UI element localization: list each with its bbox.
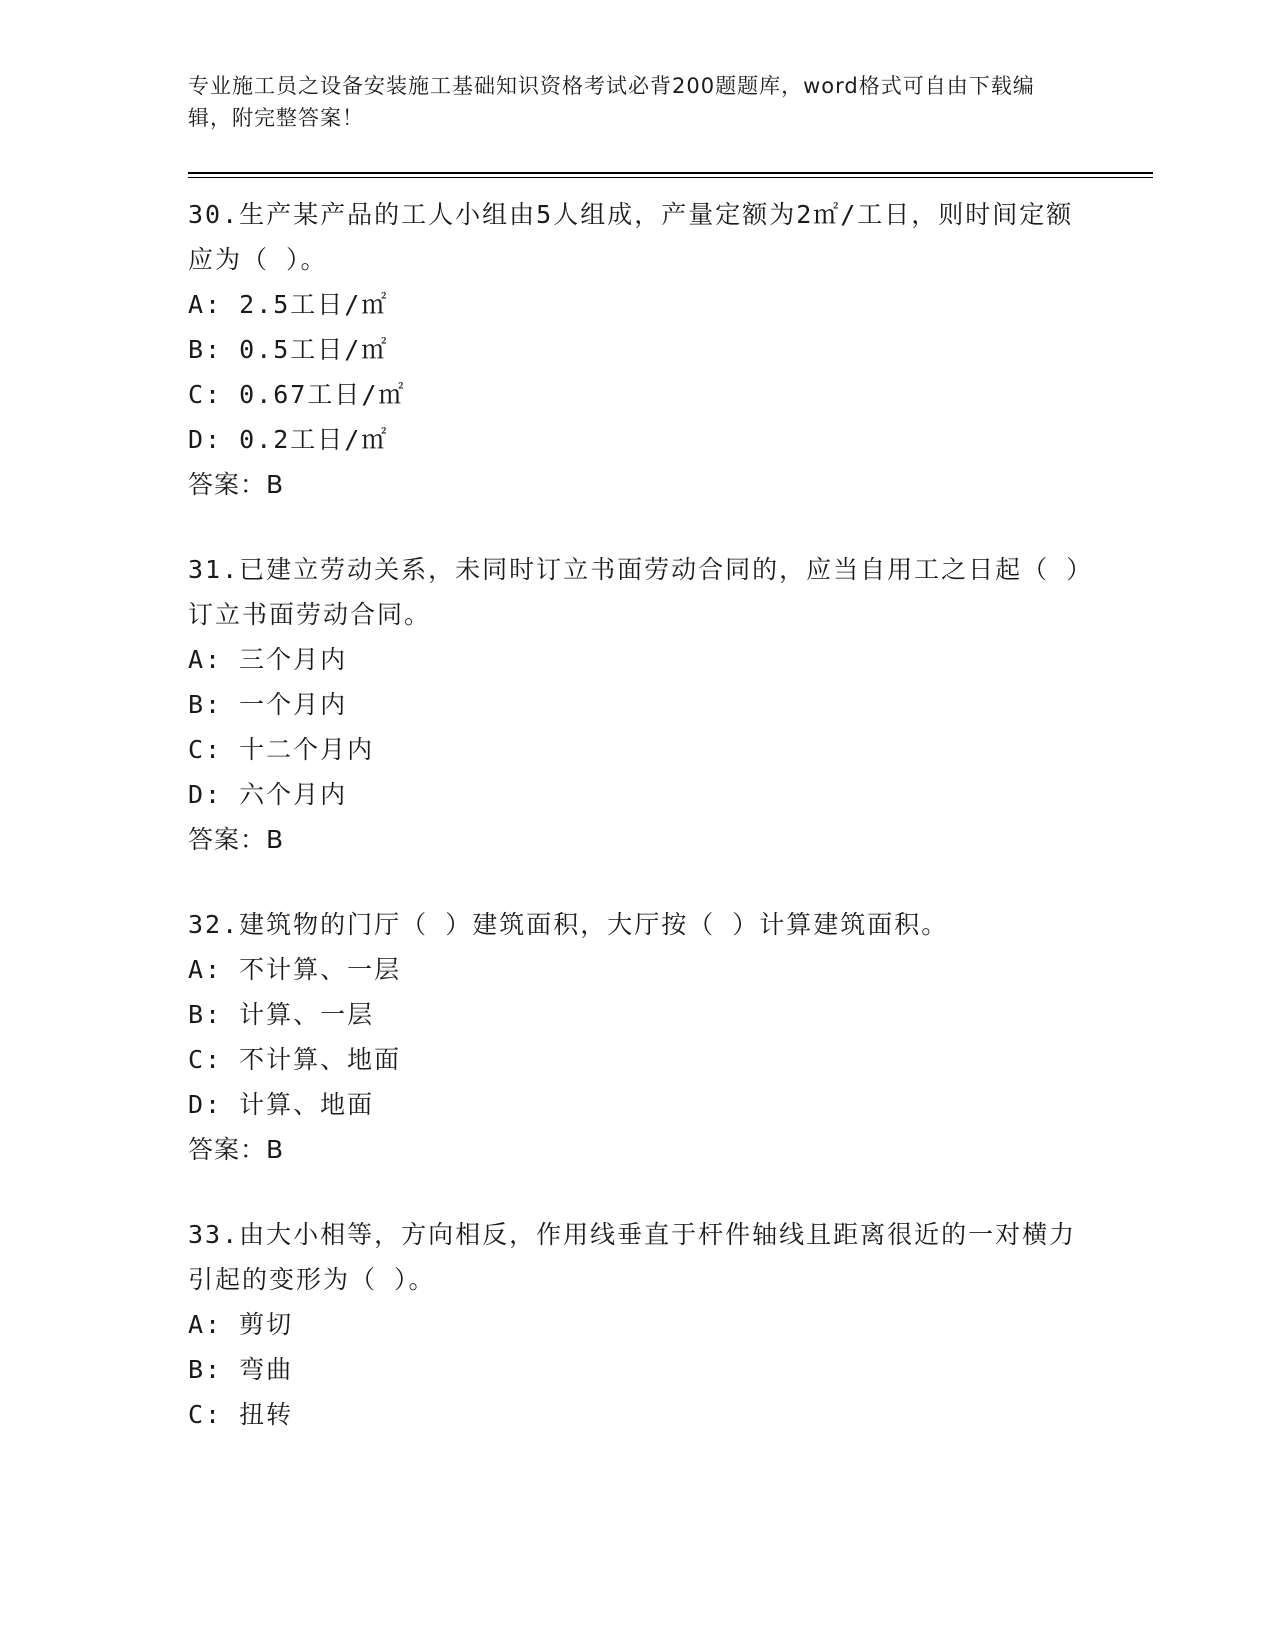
option-d: D: 0.2工日/㎡ [188,425,389,454]
option-c: C: 扭转 [188,1400,294,1429]
question-list [188,192,1153,1437]
answer: 答案：B [188,825,285,854]
option-b: B: 一个月内 [188,690,348,719]
option-b: B: 计算、一层 [188,1000,375,1029]
option-b: B: 弯曲 [188,1355,294,1384]
header-divider [188,172,1153,178]
question-32 [188,902,1153,1172]
answer: 答案：B [188,1135,285,1164]
option-a: A: 2.5工日/㎡ [188,290,389,319]
option-a: A: 不计算、一层 [188,955,402,984]
option-d: D: 计算、地面 [188,1090,375,1119]
document-page [188,70,1153,1477]
option-c: C: 0.67工日/㎡ [188,380,406,409]
option-c: C: 十二个月内 [188,735,375,764]
question-30 [188,192,1153,507]
option-a: A: 剪切 [188,1310,294,1339]
question-stem: 33.由大小相等，方向相反，作用线垂直于杆件轴线且距离很近的一对横力引起的变形为（ ）。 [188,1220,1077,1294]
answer: 答案：B [188,470,285,499]
option-a: A: 三个月内 [188,645,348,674]
option-d: D: 六个月内 [188,780,348,809]
question-33 [188,1212,1153,1437]
option-c: C: 不计算、地面 [188,1045,402,1074]
question-31 [188,547,1153,862]
question-stem: 30.生产某产品的工人小组由5人组成，产量定额为2㎡/工日，则时间定额应为（ ）。 [188,200,1074,274]
document-title: 专业施工员之设备安装施工基础知识资格考试必背200题题库，word格式可自由下载编辑，附完整答案！ [188,74,1035,130]
question-stem: 31.已建立劳动关系，未同时订立书面劳动合同的，应当自用工之日起（ ）订立书面劳动合同。 [188,555,1081,629]
question-stem: 32.建筑物的门厅（ ）建筑面积，大厅按（ ）计算建筑面积。 [188,910,949,939]
option-b: B: 0.5工日/㎡ [188,335,389,364]
